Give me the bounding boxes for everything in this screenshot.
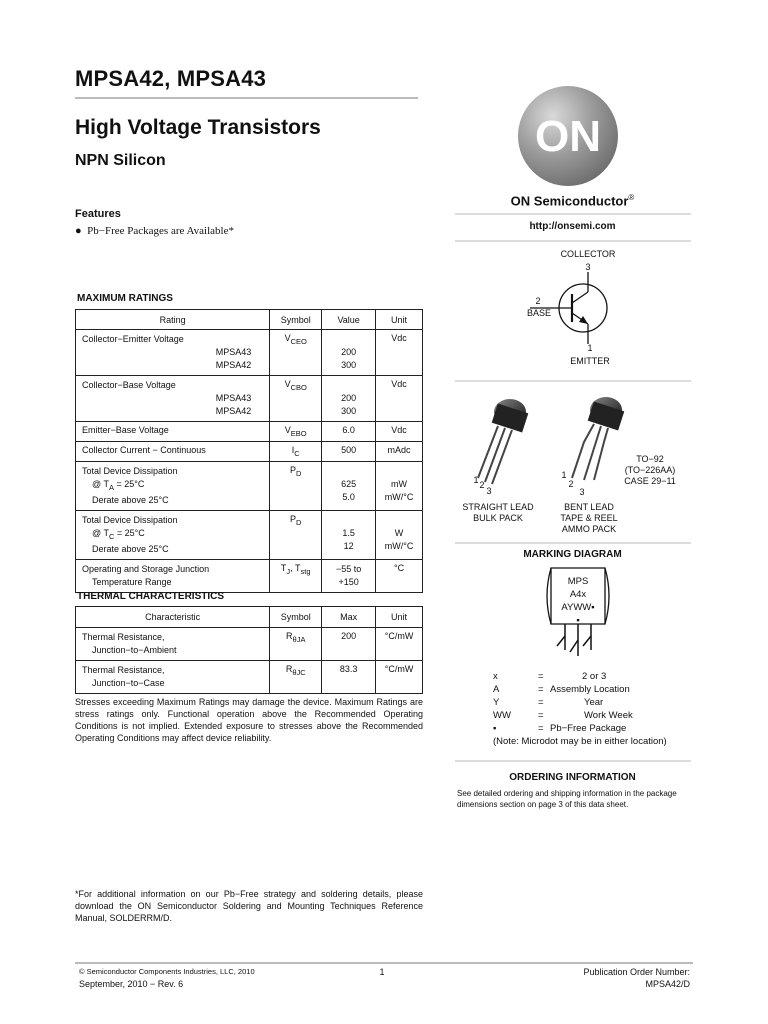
thermal-table (75, 606, 423, 694)
symbol-sub: D (296, 517, 302, 527)
unit: mW/°C (384, 540, 414, 551)
unit: Vdc (376, 376, 423, 422)
rating-subpart: MPSA42 (215, 406, 252, 416)
value: 300 (341, 360, 357, 370)
base-label: BASE (526, 308, 551, 318)
value: 300 (341, 406, 357, 416)
table-row (76, 462, 423, 511)
unit: W (394, 527, 404, 538)
publication-number: MPSA42/D (645, 979, 690, 989)
char-label: Thermal Resistance, (82, 632, 165, 642)
revision-date: September, 2010 − Rev. 6 (79, 979, 184, 989)
rating-derate: Derate above 25°C (92, 494, 169, 505)
col-header: Unit (376, 607, 423, 628)
marking-legend (493, 670, 693, 748)
rating-label: Collector−Emitter Voltage (82, 334, 184, 344)
rating-condition-rest: = 25°C (114, 527, 145, 538)
legend-eq: = (538, 671, 544, 682)
rating-label: Collector Current − Continuous (76, 442, 270, 462)
legend-value: Pb−Free Package (550, 723, 627, 734)
symbol-sub: D (296, 468, 302, 478)
title-divider (75, 97, 418, 99)
legend-key: ▪ (493, 723, 497, 734)
col-header: Rating (76, 310, 270, 330)
thermal-heading: THERMAL CHARACTERISTICS (77, 591, 225, 602)
symbol-2-sub: stg (300, 566, 311, 576)
legend-eq: = (538, 710, 544, 721)
symbol-2: , T (290, 562, 301, 573)
marking-diagram-heading: MARKING DIAGRAM (523, 549, 622, 560)
value: +150 (338, 576, 359, 587)
document-subtitle: NPN Silicon (75, 152, 166, 169)
pb-free-footnote: *For additional information on our Pb−Free strategy and soldering details, please download the ON Semiconductor Soldering and Mounting Techniques Reference Manual, SOLDERRM/D. (75, 889, 423, 923)
registered-mark: ® (628, 193, 635, 202)
value: 12 (343, 540, 354, 551)
rating-label: Collector−Base Voltage (82, 380, 176, 390)
case-label-line: TO−92 (636, 454, 664, 464)
char-label-line2: Junction−to−Case (92, 678, 165, 688)
bullet-icon: ● (75, 225, 82, 237)
pin-label: 1 (473, 475, 479, 485)
symbol-sub: θJA (292, 634, 306, 644)
symbol: R (285, 664, 293, 674)
legend-eq: = (538, 684, 544, 695)
pin-label: 3 (579, 487, 585, 497)
max-value: 200 (322, 628, 376, 661)
footer-divider (75, 962, 693, 964)
marking-note: (Note: Microdot may be in either location) (493, 736, 667, 747)
legend-row (493, 683, 693, 696)
max-value: 83.3 (322, 661, 376, 694)
symbol-sub: θJC (292, 667, 306, 677)
table-row (76, 628, 423, 661)
col-header: Symbol (270, 607, 322, 628)
table-header-row (76, 310, 423, 330)
stress-note: Stresses exceeding Maximum Ratings may damage the device. Maximum Ratings are stress ratings only. Functional operation above the Recommended Operating Conditions is not implied. Extended exposure to stresses above the Recommended Operating Conditions may affect device reliability. (75, 697, 423, 743)
unit: Vdc (376, 422, 423, 442)
symbol: P (290, 513, 297, 524)
legend-value: Year (584, 697, 604, 708)
legend-value: Assembly Location (550, 684, 630, 695)
max-ratings-heading: MAXIMUM RATINGS (77, 293, 173, 304)
value: 6.0 (322, 422, 376, 442)
value: 200 (341, 347, 357, 357)
marking-line: AYWW▪ (561, 602, 595, 613)
divider (455, 240, 691, 242)
table-row (76, 559, 423, 592)
unit: mAdc (376, 442, 423, 462)
value: 500 (322, 442, 376, 462)
case-label (615, 454, 685, 487)
unit: Vdc (376, 330, 423, 376)
rating-derate: Derate above 25°C (92, 543, 169, 554)
symbol: I (291, 445, 295, 455)
divider (455, 760, 691, 762)
part-numbers: MPSA42, MPSA43 (75, 66, 267, 91)
features-item-text: Pb−Free Packages are Available* (87, 225, 234, 237)
page-number: 1 (379, 967, 385, 977)
package-label-line: AMMO PACK (561, 524, 617, 534)
rating-condition-rest: = 25°C (114, 479, 145, 489)
ordering-text: See detailed ordering and shipping information in the package dimensions section on page 3 of this data sheet. (457, 789, 677, 809)
marking-line: ▪ (576, 615, 580, 626)
unit: mW (391, 479, 408, 489)
copyright: © Semiconductor Components Industries, LLC, 2010 (79, 967, 255, 976)
table-row (76, 422, 423, 442)
rating-label-line2: Temperature Range (92, 576, 172, 587)
table-row (76, 510, 423, 559)
legend-row (493, 709, 693, 722)
legend-key: Y (493, 697, 500, 708)
on-logo (516, 84, 620, 188)
rating-label: Total Device Dissipation (82, 514, 178, 525)
symbol-sub: J (286, 566, 291, 576)
symbol: V (284, 425, 291, 435)
symbol-sub: EBO (290, 428, 307, 438)
unit: °C/mW (376, 628, 423, 661)
symbol: R (286, 631, 293, 641)
legend-value: Work Week (584, 710, 633, 721)
marking-line: MPS (567, 576, 589, 587)
company-name-text: ON Semiconductor (510, 193, 629, 209)
table-row (76, 330, 423, 376)
symbol: V (284, 333, 291, 343)
collector-pin: 3 (585, 262, 591, 272)
value: −55 to (335, 563, 362, 574)
legend-value: 2 or 3 (582, 671, 607, 682)
ordering-heading: ORDERING INFORMATION (509, 772, 636, 783)
pin-label: 3 (486, 486, 492, 496)
col-header: Unit (376, 310, 423, 330)
table-row (76, 661, 423, 694)
package-label-line: BULK PACK (473, 513, 523, 523)
npn-transistor-symbol (530, 272, 610, 344)
package-label-line: BENT LEAD (564, 502, 614, 512)
value: 1.5 (342, 527, 355, 538)
package-label-line: STRAIGHT LEAD (462, 502, 534, 512)
table-row (76, 376, 423, 422)
collector-label: COLLECTOR (560, 249, 616, 259)
symbol: T (280, 562, 287, 573)
char-label: Thermal Resistance, (82, 665, 165, 675)
emitter-label: EMITTER (570, 356, 610, 366)
emitter-pin: 1 (587, 343, 593, 353)
website-link[interactable]: http://onsemi.com (529, 221, 616, 232)
divider (455, 380, 691, 382)
features-heading: Features (75, 208, 121, 220)
legend-row (493, 722, 693, 735)
on-logo-icon (516, 84, 620, 188)
symbol-sub: CEO (290, 336, 307, 346)
char-label-line2: Junction−to−Ambient (92, 645, 177, 655)
col-header: Value (322, 310, 376, 330)
pin-label: 2 (479, 480, 485, 490)
publication-label: Publication Order Number: (583, 967, 690, 977)
legend-row (493, 696, 693, 709)
unit: mW/°C (384, 492, 414, 502)
company-name (455, 193, 690, 208)
symbol-sub: CBO (290, 382, 307, 392)
value: 625 (341, 479, 357, 489)
symbol-sub: C (294, 448, 300, 458)
case-label-line: CASE 29−11 (624, 476, 676, 486)
straight-lead-label (455, 502, 541, 524)
bent-lead-label (549, 502, 629, 535)
rating-label: Emitter−Base Voltage (76, 422, 270, 442)
rating-subpart: MPSA43 (215, 393, 252, 403)
rating-condition: @ T (92, 527, 109, 538)
legend-key: x (493, 671, 498, 682)
col-header: Characteristic (76, 607, 270, 628)
table-header-row (76, 607, 423, 628)
symbol: P (290, 465, 297, 475)
features-item (75, 225, 234, 237)
col-header: Symbol (270, 310, 322, 330)
legend-eq: = (538, 697, 544, 708)
table-row (76, 442, 423, 462)
legend-eq: = (538, 723, 544, 734)
marking-line: A4x (569, 589, 587, 600)
divider (455, 542, 691, 544)
symbol: V (284, 379, 291, 389)
pin-label: 2 (568, 479, 574, 489)
logo-text: ON (535, 112, 601, 161)
rating-subpart: MPSA42 (215, 360, 252, 370)
value: 200 (341, 393, 357, 403)
condition-sub: A (108, 482, 114, 492)
legend-key: A (493, 684, 500, 695)
value: 5.0 (342, 492, 355, 502)
unit: °C/mW (376, 661, 423, 694)
rating-condition: @ T (92, 479, 109, 489)
col-header: Max (322, 607, 376, 628)
rating-label: Total Device Dissipation (82, 466, 178, 476)
document-title: High Voltage Transistors (75, 116, 321, 139)
base-pin: 2 (535, 296, 541, 306)
pin-label: 1 (561, 470, 567, 480)
case-label-line: (TO−226AA) (624, 465, 676, 475)
rating-label: Operating and Storage Junction (82, 563, 210, 574)
legend-row (493, 670, 693, 683)
max-ratings-table (75, 309, 423, 593)
package-label-line: TAPE & REEL (560, 513, 618, 523)
condition-sub: C (108, 531, 115, 541)
unit: °C (376, 559, 423, 592)
rating-subpart: MPSA43 (215, 347, 252, 357)
legend-key: WW (493, 710, 511, 721)
marking-text (551, 575, 605, 627)
divider (455, 213, 691, 215)
